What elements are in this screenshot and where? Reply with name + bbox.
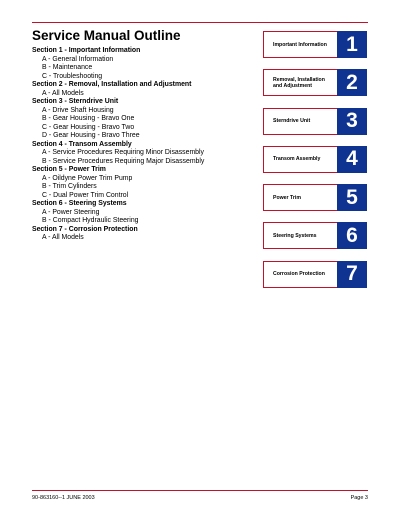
section-item: C - Gear Housing - Bravo Two	[42, 123, 135, 131]
footer-document-id: 90-863160--1 JUNE 2003	[32, 495, 95, 501]
section-1	[32, 47, 257, 81]
section-item: D - Gear Housing - Bravo Three	[42, 132, 140, 139]
section-7	[32, 226, 257, 243]
page-title: Service Manual Outline	[32, 28, 181, 43]
section-heading: Section 5 - Power Trim	[32, 166, 106, 173]
section-heading: Section 6 - Steering Systems	[32, 200, 127, 207]
section-item: C - Troubleshooting	[42, 72, 103, 80]
section-heading: Section 7 - Corrosion Protection	[32, 225, 138, 233]
section-tabs	[263, 31, 367, 299]
section-item: A - Oildyne Power Trim Pump	[42, 174, 133, 182]
section-2	[32, 81, 257, 98]
section-item: A - Drive Shaft Housing	[42, 106, 114, 114]
section-heading: Section 1 - Important Information	[32, 47, 141, 54]
tab-section-4[interactable]	[263, 146, 367, 173]
tab-label: Removal, Installation and Adjustment	[273, 76, 325, 89]
section-heading: Section 2 - Removal, Installation and Adjustment	[32, 81, 192, 88]
outline-list	[32, 47, 257, 243]
section-heading: Section 4 - Transom Assembly	[32, 140, 132, 148]
tab-section-7[interactable]	[263, 261, 367, 288]
tab-number: 6	[337, 222, 367, 249]
tab-section-5[interactable]	[263, 184, 367, 211]
section-item: A - All Models	[42, 89, 84, 97]
section-item: B - Maintenance	[42, 64, 93, 71]
tab-label: Important Information	[273, 41, 327, 48]
section-6	[32, 200, 257, 226]
tab-section-6[interactable]	[263, 222, 367, 249]
section-item: B - Gear Housing - Bravo One	[42, 115, 135, 122]
tab-label: Transom Assembly	[273, 156, 321, 163]
tab-label: Steering Systems	[273, 232, 317, 239]
section-item: B - Compact Hydraulic Steering	[42, 217, 139, 224]
top-rule	[32, 22, 368, 23]
tab-number: 2	[337, 69, 367, 96]
section-item: A - Service Procedures Requiring Minor Disassembly	[42, 149, 204, 156]
tab-label: Corrosion Protection	[273, 271, 325, 278]
bottom-rule	[32, 490, 368, 491]
tab-label: Sterndrive Unit	[273, 118, 311, 125]
tab-number: 7	[337, 261, 367, 288]
section-item: A - All Models	[42, 234, 84, 241]
section-5	[32, 166, 257, 200]
tab-section-2[interactable]	[263, 69, 367, 96]
tab-number: 1	[337, 31, 367, 58]
section-3	[32, 98, 257, 141]
section-item: C - Dual Power Trim Control	[42, 191, 129, 199]
section-item: B - Trim Cylinders	[42, 183, 97, 190]
tab-label: Power Trim	[273, 194, 301, 201]
tab-section-3[interactable]	[263, 108, 367, 135]
footer-page-number: Page 3	[350, 495, 368, 501]
section-item: A - General Information	[42, 55, 114, 63]
tab-section-1[interactable]	[263, 31, 367, 58]
tab-number: 3	[337, 108, 367, 135]
tab-number: 5	[337, 184, 367, 211]
tab-number: 4	[337, 146, 367, 173]
section-4	[32, 141, 257, 167]
section-item: A - Power Steering	[42, 208, 100, 216]
section-item: B - Service Procedures Requiring Major Disassembly	[42, 157, 205, 165]
section-heading: Section 3 - Sterndrive Unit	[32, 98, 119, 105]
